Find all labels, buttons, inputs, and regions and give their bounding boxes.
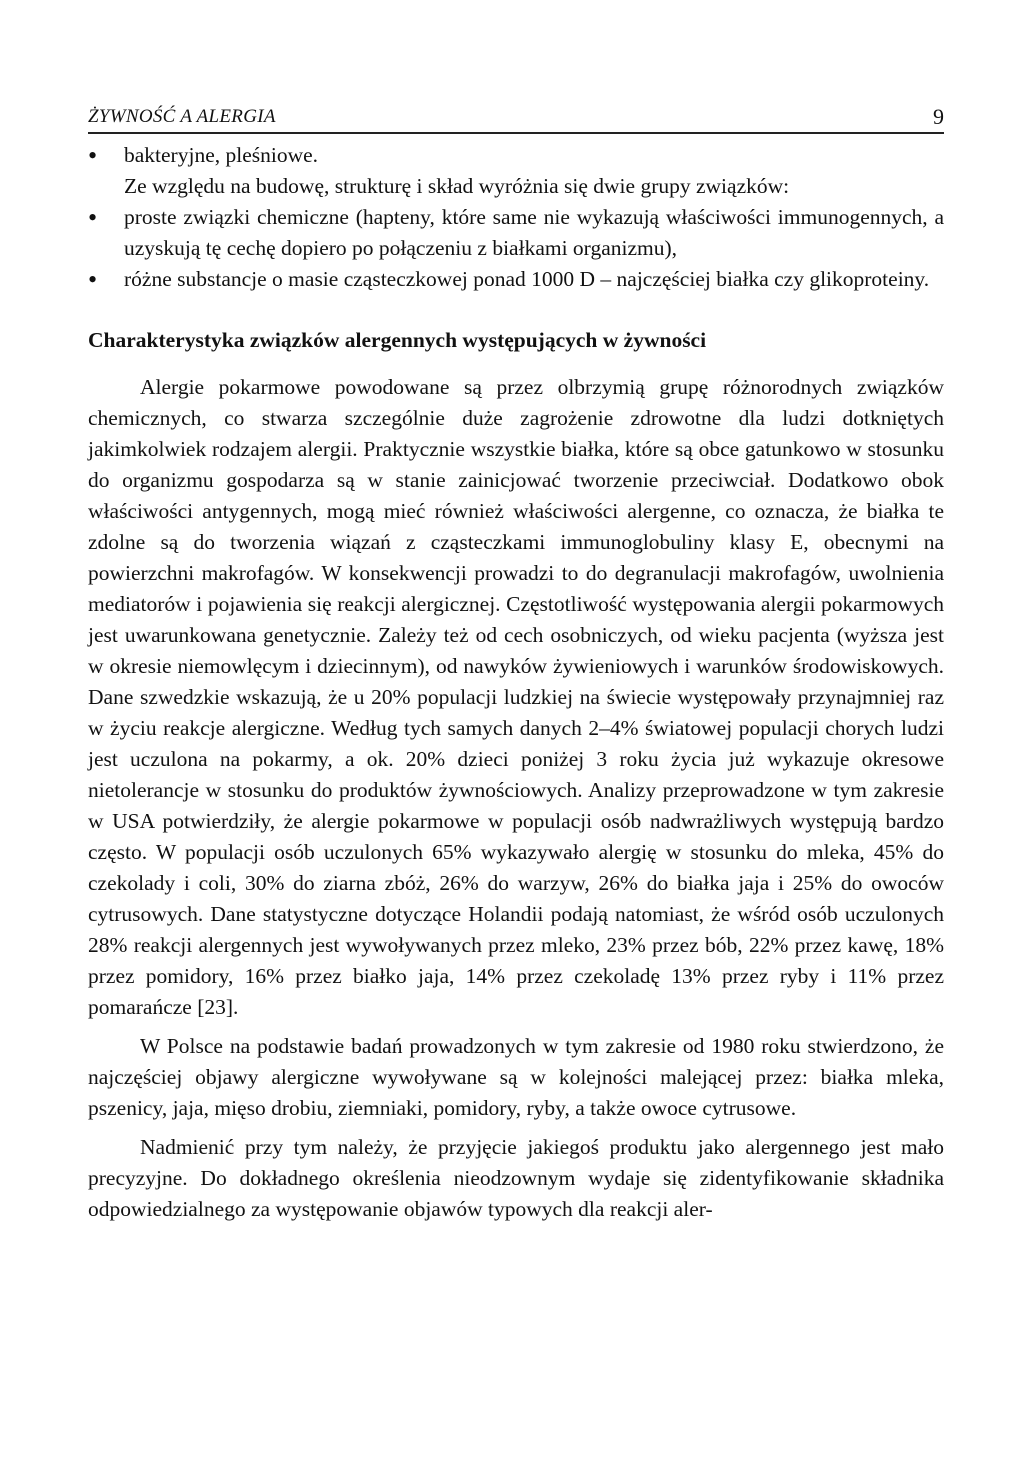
body-paragraph: W Polsce na podstawie badań prowadzonych w tym zakresie od 1980 roku stwierdzono, że najczęściej objawy alergiczne wywoływane są w kolejności malejącej przez: białka mleka, pszenicy, jaja, mięso drobiu, ziemniaki, pomidory, ryby, a także owoce cytrusowe. [88, 1034, 944, 1120]
body-paragraph: Nadmienić przy tym należy, że przyjęcie jakiegoś produktu jako alergennego jest mało precyzyjne. Do dokładnego określenia nieodzownym wydaje się zidentyfikowanie składnika odpowiedzialnego za występowanie objawów typowych dla reakcji aler- [88, 1135, 944, 1221]
intro-paragraph: Ze względu na budowę, strukturę i skład wyróżnia się dwie grupy związków: [124, 174, 790, 198]
running-header [88, 100, 944, 134]
bullet-list-top [88, 140, 944, 171]
page-number: 9 [933, 104, 944, 129]
list-item: • proste związki chemiczne (hapteny, które same nie wykazują właściwości immunogennych, a uzyskują tę cechę dopiero po połączeniu z białkami organizmu), [88, 202, 944, 264]
bullet-list-groups [88, 202, 944, 295]
header-title: ŻYWNOŚĆ A ALERGIA [88, 106, 276, 127]
list-item: • bakteryjne, pleśniowe. [88, 140, 944, 171]
list-item: • różne substancje o masie cząsteczkowej ponad 1000 D – najczęściej białka czy glikoproteiny. [88, 264, 944, 295]
body-paragraph: Alergie pokarmowe powodowane są przez olbrzymią grupę różnorodnych związków chemicznych, co stwarza szczególnie duże zagrożenie zdrowotne dla ludzi dotkniętych jakimkolwiek rodzajem alergii. Praktycznie wszystkie białka, które są obce gatunkowo w stosunku do organizmu gospodarza są w stanie zainicjować tworzenie przeciwciał. Dodatkowo obok właściwości antygennych, mogą mieć również właściwości alergenne, co oznacza, że białka te zdolne są do tworzenia wiązań z cząsteczkami immunoglobuliny klasy E, obecnymi na powierzchni makrofagów. W konsekwencji prowadzi to do degranulacji makrofagów, uwolnienia mediatorów i pojawienia się reakcji alergicznej. Częstotliwość występowania alergii pokarmowych jest uwarunkowana genetycznie. Zależy też od cech osobniczych, od wieku pacjenta (wyższa jest w okresie niemowlęcym i dziecinnym), od nawyków żywieniowych i warunków środowiskowych. Dane szwedzkie wskazują, że u 20% populacji ludzkiej na świecie występowały przynajmniej raz w życiu reakcje alergiczne. Według tych samych danych 2–4% światowej populacji chorych ludzi jest uczulona na pokarmy, a ok. 20% dzieci poniżej 3 roku życia już wykazuje okresowe nietolerancje w stosunku do produktów żywnościowych. Analizy przeprowadzone w tym zakresie w USA potwierdziły, że alergie pokarmowe w populacji osób nadwrażliwych występują bardzo często. W populacji osób uczulonych 65% wykazywało alergię w stosunku do mleka, 45% do czekolady i coli, 30% do ziarna zbóż, 26% do warzyw, 26% do białka jaja i 25% do owoców cytrusowych. Dane statystyczne dotyczące Holandii podają natomiast, że wśród osób uczulonych 28% reakcji alergennych jest wywoływanych przez mleko, 23% przez bób, 22% przez kawę, 18% przez pomidory, 16% przez białko jaja, 14% przez czekoladę 13% przez ryby i 11% przez pomarańcze [23]. [88, 375, 944, 1019]
section-heading: Charakterystyka związków alergennych występujących w żywności [88, 328, 707, 352]
page-content [88, 140, 944, 1225]
